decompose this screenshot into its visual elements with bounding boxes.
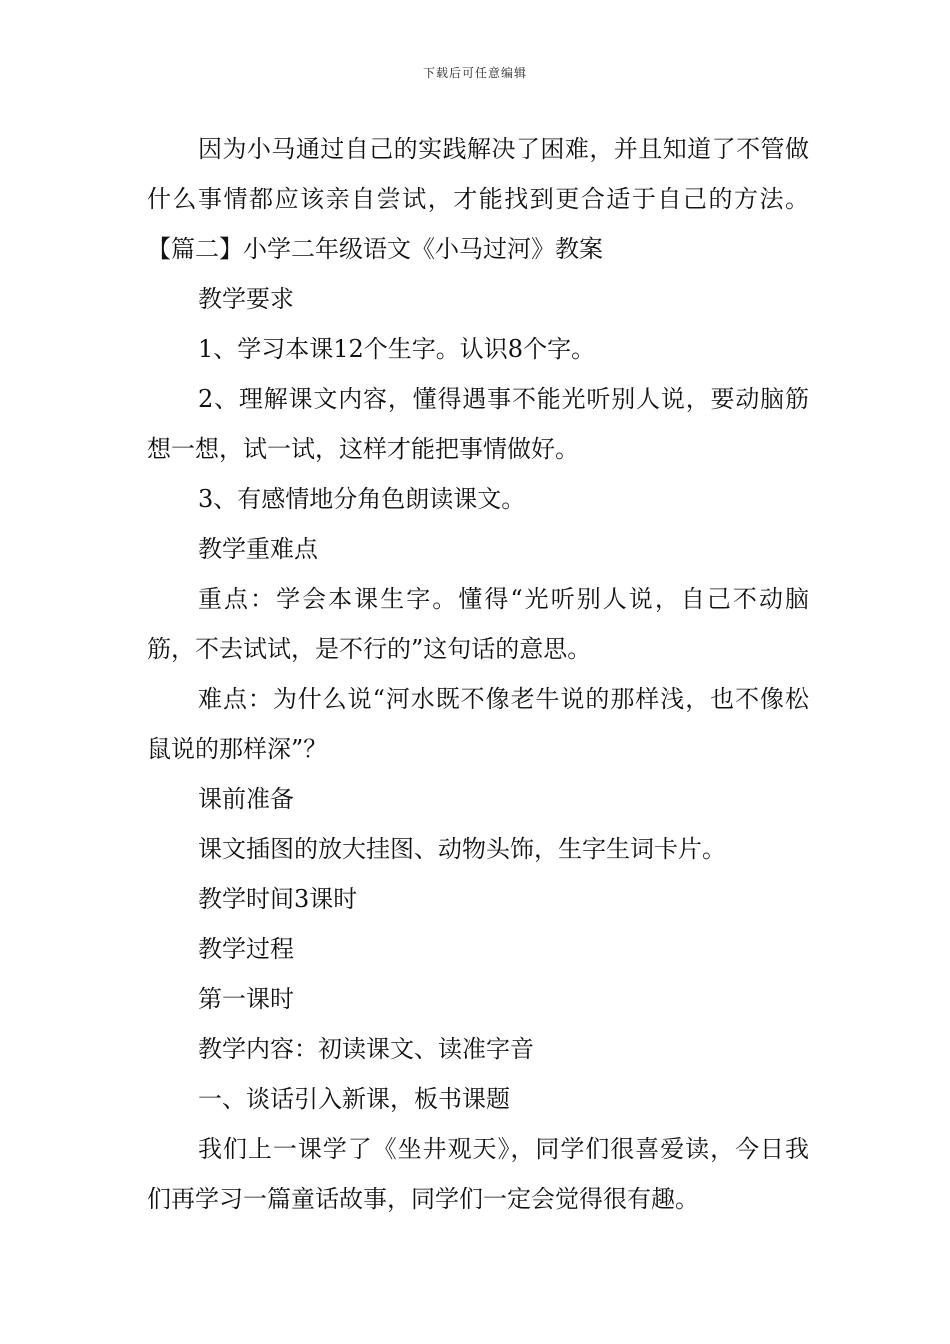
heading-key-difficult-points: 教学重难点 bbox=[198, 535, 318, 563]
document-body bbox=[147, 124, 809, 1224]
key-point-text: 重点：学会本课生字。懂得“光听别人说，自己不动脑筋，不去试试，是不行的”这句话的意思。 bbox=[147, 585, 809, 663]
section-one-heading: 一、谈话引入新课，板书课题 bbox=[198, 1085, 510, 1113]
teaching-time: 教学时间3课时 bbox=[198, 885, 358, 913]
intro-paragraph: 我们上一课学了《坐井观天》，同学们很喜爱读，今日我们再学习一篇童话故事，同学们一定会觉得很有趣。 bbox=[147, 1135, 809, 1213]
heading-preparation: 课前准备 bbox=[198, 785, 294, 813]
header-note: 下载后可任意编辑 bbox=[422, 66, 527, 80]
requirement-item-3: 3、有感情地分角色朗读课文。 bbox=[198, 485, 526, 513]
difficult-point-text: 难点：为什么说“河水既不像老牛说的那样浅，也不像松鼠说的那样深”？ bbox=[147, 685, 809, 763]
requirement-item-2: 2、理解课文内容，懂得遇事不能光听别人说，要动脑筋想一想，试一试，这样才能把事情做好。 bbox=[147, 385, 809, 463]
heading-teaching-process: 教学过程 bbox=[198, 935, 294, 963]
lesson-content: 教学内容：初读课文、读准字音 bbox=[198, 1035, 534, 1063]
heading-teaching-requirements: 教学要求 bbox=[198, 285, 294, 313]
preparation-text: 课文插图的放大挂图、动物头饰，生字生词卡片。 bbox=[198, 835, 726, 863]
requirement-item-1: 1、学习本课12个生字。认识8个字。 bbox=[198, 335, 596, 363]
heading-first-lesson: 第一课时 bbox=[198, 985, 294, 1013]
paragraph-conclusion: 因为小马通过自己的实践解决了困难，并且知道了不管做什么事情都应该亲自尝试，才能找到更合适于自己的方法。 【篇二】小学二年级语文《小马过河》教案 bbox=[147, 135, 809, 263]
